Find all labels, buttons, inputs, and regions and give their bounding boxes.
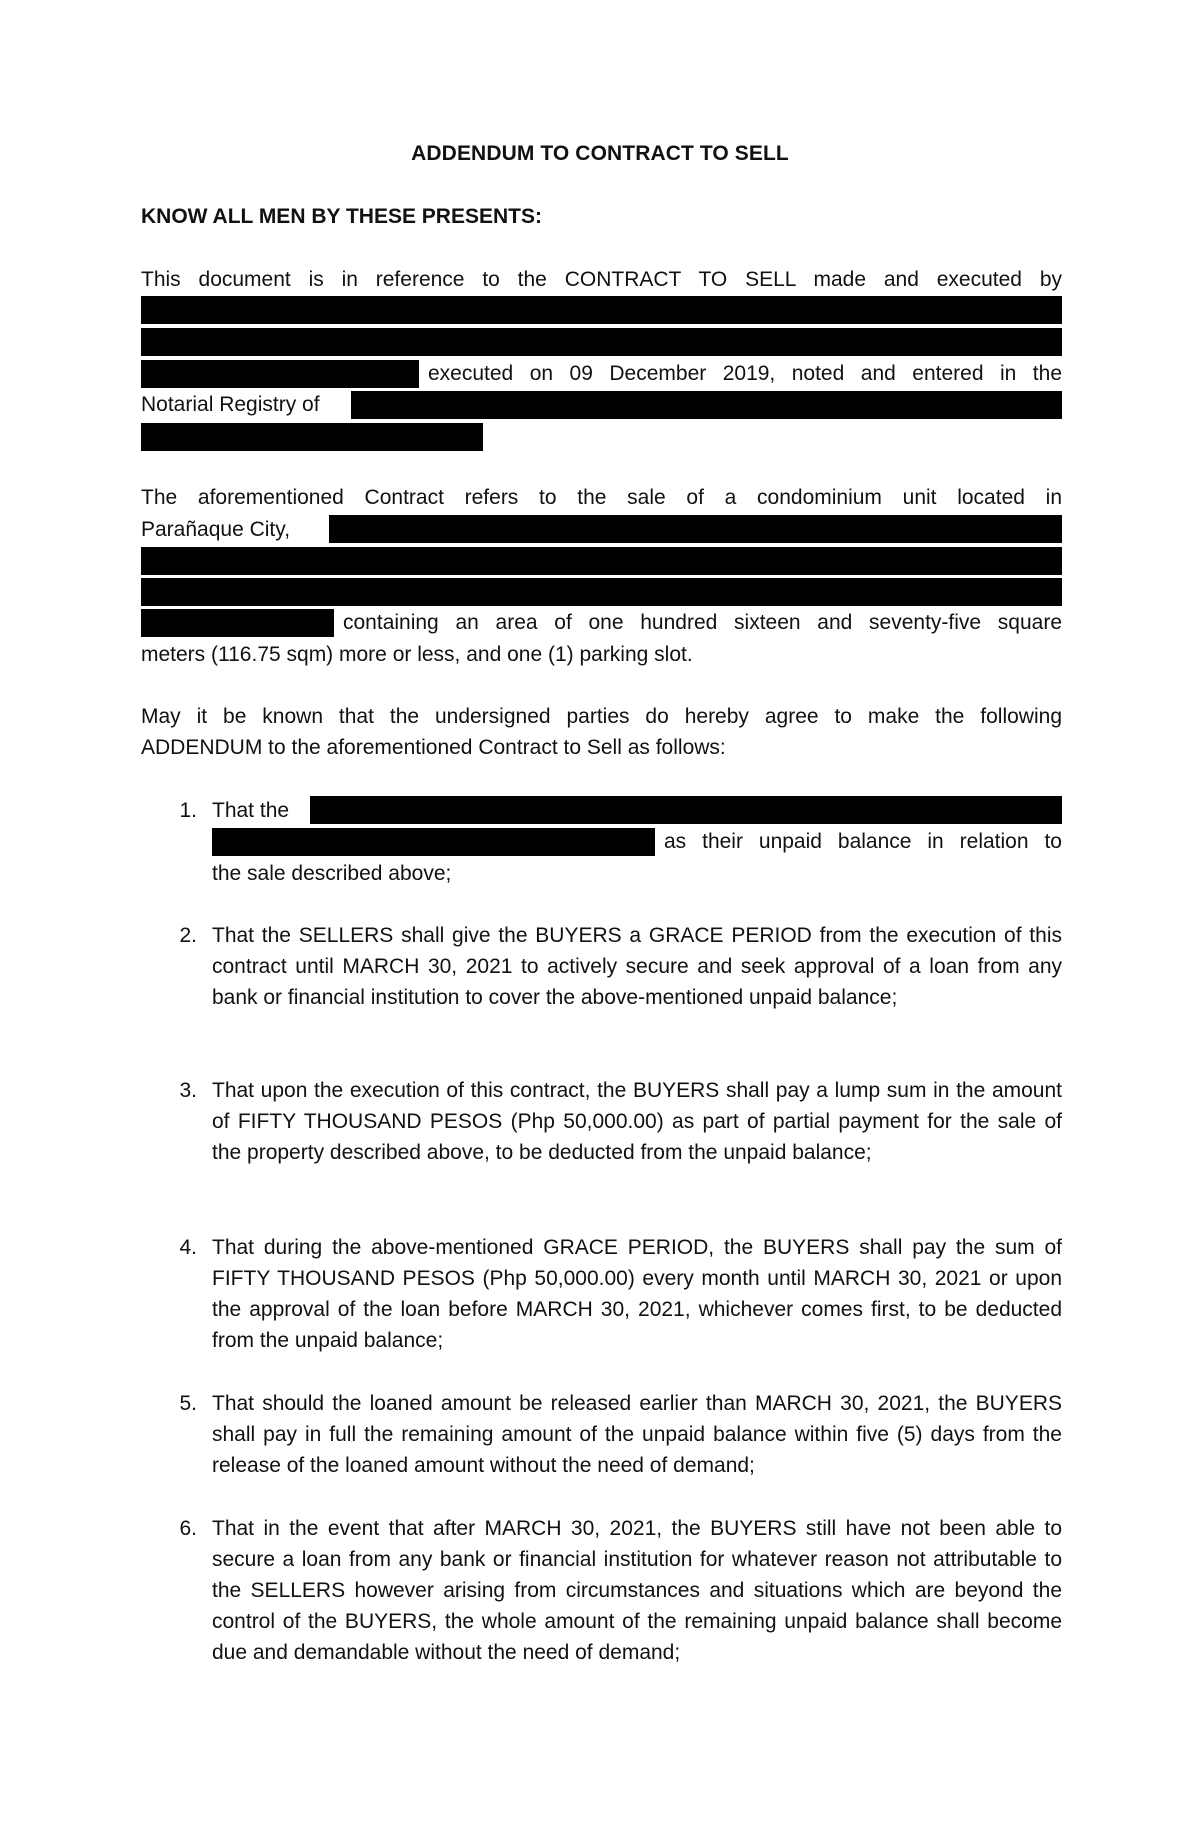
redacted-block: [212, 828, 655, 856]
para2-line1: The aforementioned Contract refers to the sale of a condominium unit located in: [141, 486, 1062, 509]
item-number: 2.: [179, 924, 197, 947]
item1-line3: the sale described above;: [212, 862, 452, 885]
para1-line1: This document is in reference to the CONTRACT TO SELL made and executed by: [141, 268, 1062, 291]
para2-line2: Parañaque City,: [141, 518, 291, 541]
item1-line1: That the: [212, 799, 290, 822]
item4-text: That during the above-mentioned GRACE PERIOD, the BUYERS shall pay the sum of FIFTY THOUSAND PESOS (Php 50,000.00) every month until MARCH 30, 2021 or upon the approval of the loan before MARCH 30, 2021, whichever comes first, to be deducted from the unpaid balance;: [212, 1236, 1062, 1352]
redacted-block: [351, 391, 1062, 419]
redacted-block: [141, 296, 1062, 324]
para2-line5: containing an area of one hundred sixteen and seventy-five square: [343, 611, 1062, 634]
item-number: 5.: [179, 1392, 197, 1415]
document-heading: KNOW ALL MEN BY THESE PRESENTS:: [141, 205, 542, 228]
item-number: 1.: [179, 799, 197, 822]
redacted-block: [141, 360, 419, 388]
para1-line4: executed on 09 December 2019, noted and entered in the: [428, 362, 1062, 385]
para3-line1: May it be known that the undersigned parties do hereby agree to make the following: [141, 705, 1062, 728]
redacted-block: [141, 423, 483, 451]
item1-line2: as their unpaid balance in relation to: [664, 830, 1062, 853]
item3-text: That upon the execution of this contract, the BUYERS shall pay a lump sum in the amount of FIFTY THOUSAND PESOS (Php 50,000.00) as part of partial payment for the sale of the property described above, to be deducted from the unpaid balance;: [212, 1079, 1062, 1164]
redacted-block: [141, 547, 1062, 575]
redacted-block: [329, 515, 1062, 543]
redacted-block: [141, 609, 334, 637]
item5-text: That should the loaned amount be released earlier than MARCH 30, 2021, the BUYERS shall pay in full the remaining amount of the unpaid balance within five (5) days from the release of the loaned amount without the need of demand;: [212, 1392, 1062, 1477]
item-number: 6.: [179, 1517, 197, 1540]
item2-text: That the SELLERS shall give the BUYERS a GRACE PERIOD from the execution of this contract until MARCH 30, 2021 to actively secure and seek approval of a loan from any bank or financial institution to cover the above-mentioned unpaid balance;: [212, 924, 1062, 1009]
redacted-block: [310, 796, 1062, 824]
item-number: 4.: [179, 1236, 197, 1259]
redacted-block: [141, 578, 1062, 606]
item6-text: That in the event that after MARCH 30, 2021, the BUYERS still have not been able to secure a loan from any bank or financial institution for whatever reason not attributable to the SELLERS however arising from circumstances and situations which are beyond the control of the BUYERS, the whole amount of the remaining unpaid balance shall become due and demandable without the need of demand;: [212, 1517, 1062, 1664]
redacted-block: [141, 328, 1062, 356]
item-number: 3.: [179, 1079, 197, 1102]
para1-line5: Notarial Registry of: [141, 393, 320, 416]
para2-line6: meters (116.75 sqm) more or less, and one (1) parking slot.: [141, 643, 693, 666]
document-title: ADDENDUM TO CONTRACT TO SELL: [411, 142, 789, 165]
para3-line2: ADDENDUM to the aforementioned Contract to Sell as follows:: [141, 736, 726, 759]
